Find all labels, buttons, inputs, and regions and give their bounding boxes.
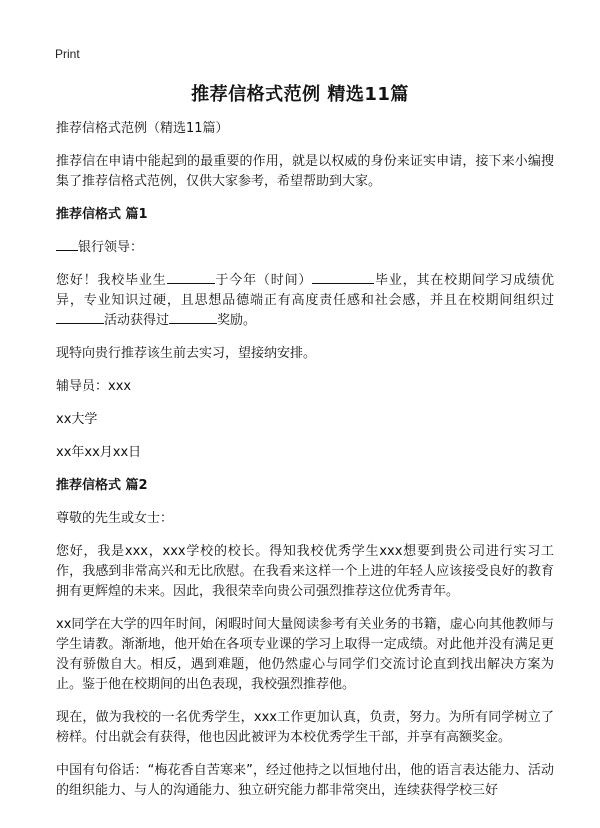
letter1-body-part4: 活动获得过 (104, 313, 170, 328)
blank-field (312, 271, 374, 284)
print-link[interactable]: Print (55, 47, 80, 61)
letter2-greeting: 尊敬的先生或女士： (56, 511, 174, 526)
letter2-paragraph: 您好，我是xxx，xxx学校的校长。得知我校优秀学生xxx想要到贵公司进行实习工作，我感到非常高兴和无比欣慰。在我看来这样一个上进的年轻人应该接受良好的教育拥有更辉煌的未来。因此，我很荣幸向贵公司强烈推荐这位优秀青年。 (56, 544, 554, 599)
letter1-university: xx大学 (56, 412, 98, 427)
letter2-paragraph: 现在，做为我校的一名优秀学生，xxx工作更加认真，负责，努力。为所有同学树立了榜样。付出就会有获得，他也因此被评为本校优秀学生干部，并享有高额奖金。 (56, 710, 554, 745)
letter1-date: xx年xx月xx日 (56, 445, 142, 460)
blank-field (167, 271, 215, 284)
letter1-request: 现特向贵行推荐该生前去实习，望接纳安排。 (56, 346, 317, 361)
blank-field (169, 311, 217, 324)
letter1-greeting (56, 238, 554, 258)
letter1-body-part2: 于今年（时间） (214, 273, 313, 288)
letter1-body (56, 271, 554, 331)
article-body (56, 119, 554, 814)
letter1-body-part5: 奖励。 (217, 313, 257, 328)
letter2-heading: 推荐信格式 篇2 (56, 478, 148, 493)
letter1-body-part1: 您好！我校毕业生 (56, 273, 167, 288)
letter1-advisor: 辅导员：xxx (56, 379, 132, 394)
letter1-greeting-text: 银行领导： (78, 240, 144, 255)
letter1-heading: 推荐信格式 篇1 (56, 207, 148, 222)
letter1-body-part3: 毕业，其在校期间学习成绩优异，专业知识过硬，且思想品德端正有高度责任感和社会感，并且在校期间组织过 (56, 273, 554, 308)
letter2-paragraph: xx同学在大学的四年时间，闲暇时间大量阅读参考有关业务的书籍，虚心向其他教师与学生请教。渐渐地，他开始在各项专业课的学习上取得一定成绩。对此他并没有满足更没有骄傲自大。相反，遇到难题，他仍然虚心与同学们交流讨论直到找出解决方案为止。鉴于他在校期间的出色表现，我校强烈推荐他。 (56, 617, 554, 692)
intro-paragraph: 推荐信在申请中能起到的最重要的作用，就是以权威的身份来证实申请，接下来小编搜集了推荐信格式范例，仅供大家参考，希望帮助到大家。 (56, 154, 554, 189)
subtitle: 推荐信格式范例（精选11篇） (56, 121, 229, 136)
blank-field (56, 311, 104, 324)
page-title: 推荐信格式范例 精选11篇 (191, 84, 409, 105)
blank-field (56, 238, 78, 251)
letter2-paragraph: 中国有句俗话：“梅花香自苦寒来”，经过他持之以恒地付出，他的语言表达能力、活动的组织能力、与人的沟通能力、独立研究能力都非常突出，连续获得学校三好 (56, 763, 554, 798)
